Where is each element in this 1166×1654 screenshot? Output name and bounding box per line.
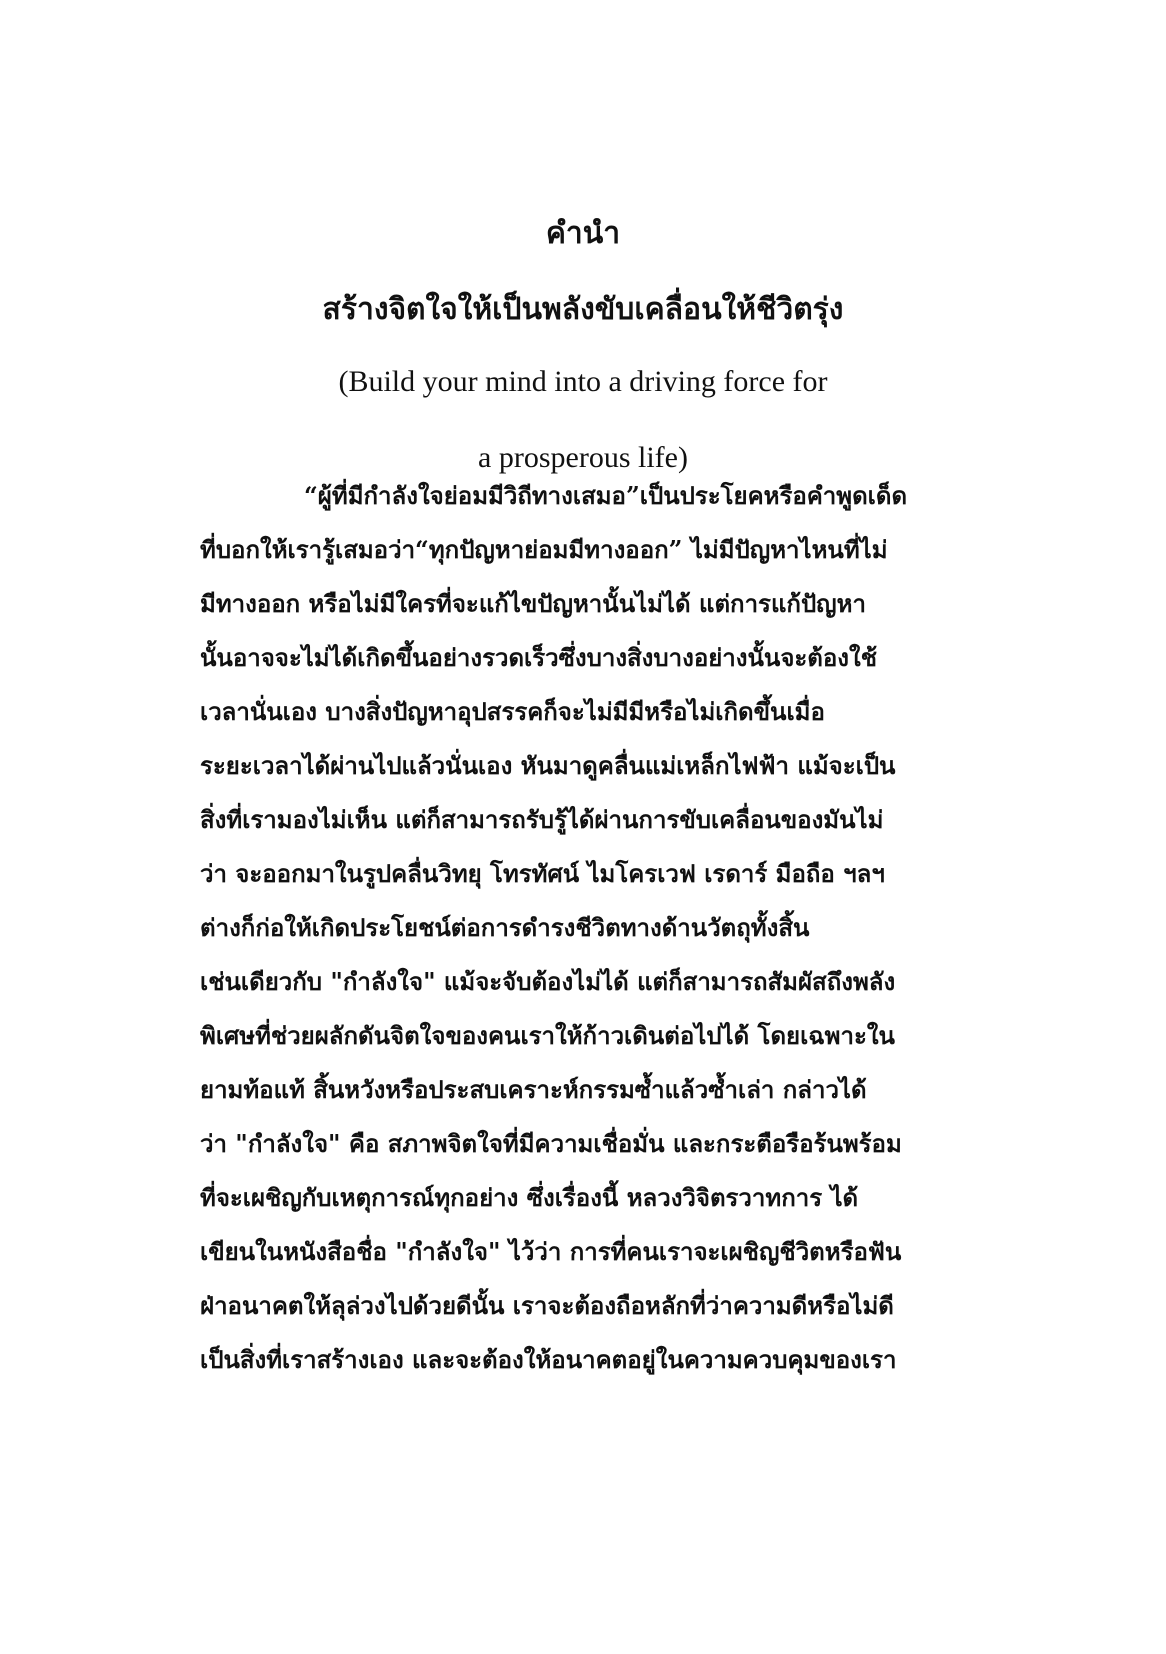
body-line: ที่บอกให้เรารู้เสมอว่า“ทุกปัญหาย่อมมีทางออก” ไม่มีปัญหาไหนที่ไม่: [200, 535, 888, 564]
body-line: ยามท้อแท้ สิ้นหวังหรือประสบเคราะห์กรรมซ้ำแล้วซ้ำเล่า กล่าวได้: [200, 1075, 867, 1104]
body-line: ว่า "กำลังใจ" คือ สภาพจิตใจที่มีความเชื่อมั่น และกระตือรือร้นพร้อม: [200, 1129, 902, 1158]
body-line: ฝ่าอนาคตให้ลุล่วงไปด้วยดีนั้น เราจะต้องถือหลักที่ว่าความดีหรือไม่ดี: [200, 1291, 894, 1320]
body-line: สิ่งที่เรามองไม่เห็น แต่ก็สามารถรับรู้ได้ผ่านการขับเคลื่อนของมันไม่: [200, 805, 884, 834]
body-line: มีทางออก หรือไม่มีใครที่จะแก้ไขปัญหานั้นไม่ได้ แต่การแก้ปัญหา: [200, 589, 866, 618]
page-subtitle-english-line2: a prosperous life): [478, 441, 688, 474]
page-subtitle-english-line1: (Build your mind into a driving force for: [338, 365, 828, 398]
body-line: นั้นอาจจะไม่ได้เกิดขึ้นอย่างรวดเร็วซึ่งบางสิ่งบางอย่างนั้นจะต้องใช้: [200, 643, 877, 672]
body-line: ว่า จะออกมาในรูปคลื่นวิทยุ โทรทัศน์ ไมโครเวฟ เรดาร์ มือถือ ฯลฯ: [200, 859, 885, 888]
body-line: “ผู้ที่มีกำลังใจย่อมมีวิถีทางเสมอ”เป็นประโยคหรือคำพูดเด็ด: [304, 481, 908, 510]
body-line: เขียนในหนังสือชื่อ "กำลังใจ" ไว้ว่า การที่คนเราจะเผชิญชีวิตหรือฟัน: [200, 1237, 902, 1266]
body-line: เป็นสิ่งที่เราสร้างเอง และจะต้องให้อนาคตอยู่ในความควบคุมของเรา: [200, 1345, 897, 1374]
body-line: ต่างก็ก่อให้เกิดประโยชน์ต่อการดำรงชีวิตทางด้านวัตถุทั้งสิ้น: [200, 913, 810, 942]
body-line: ระยะเวลาได้ผ่านไปแล้วนั่นเอง หันมาดูคลื่นแม่เหล็กไฟฟ้า แม้จะเป็น: [200, 751, 896, 780]
page-subtitle-thai: สร้างจิตใจให้เป็นพลังขับเคลื่อนให้ชีวิตรุ่ง: [322, 292, 844, 327]
body-line: ที่จะเผชิญกับเหตุการณ์ทุกอย่าง ซึ่งเรื่องนี้ หลวงวิจิตรวาทการ ได้: [200, 1183, 859, 1212]
body-line: เช่นเดียวกับ "กำลังใจ" แม้จะจับต้องไม่ได้ แต่ก็สามารถสัมผัสถึงพลัง: [200, 967, 896, 996]
body-line: เวลานั่นเอง บางสิ่งปัญหาอุปสรรคก็จะไม่มีมีหรือไม่เกิดขึ้นเมื่อ: [200, 697, 825, 726]
body-line: พิเศษที่ช่วยผลักดันจิตใจของคนเราให้ก้าวเดินต่อไปได้ โดยเฉพาะใน: [200, 1021, 895, 1050]
page-title: คำนำ: [545, 216, 621, 251]
